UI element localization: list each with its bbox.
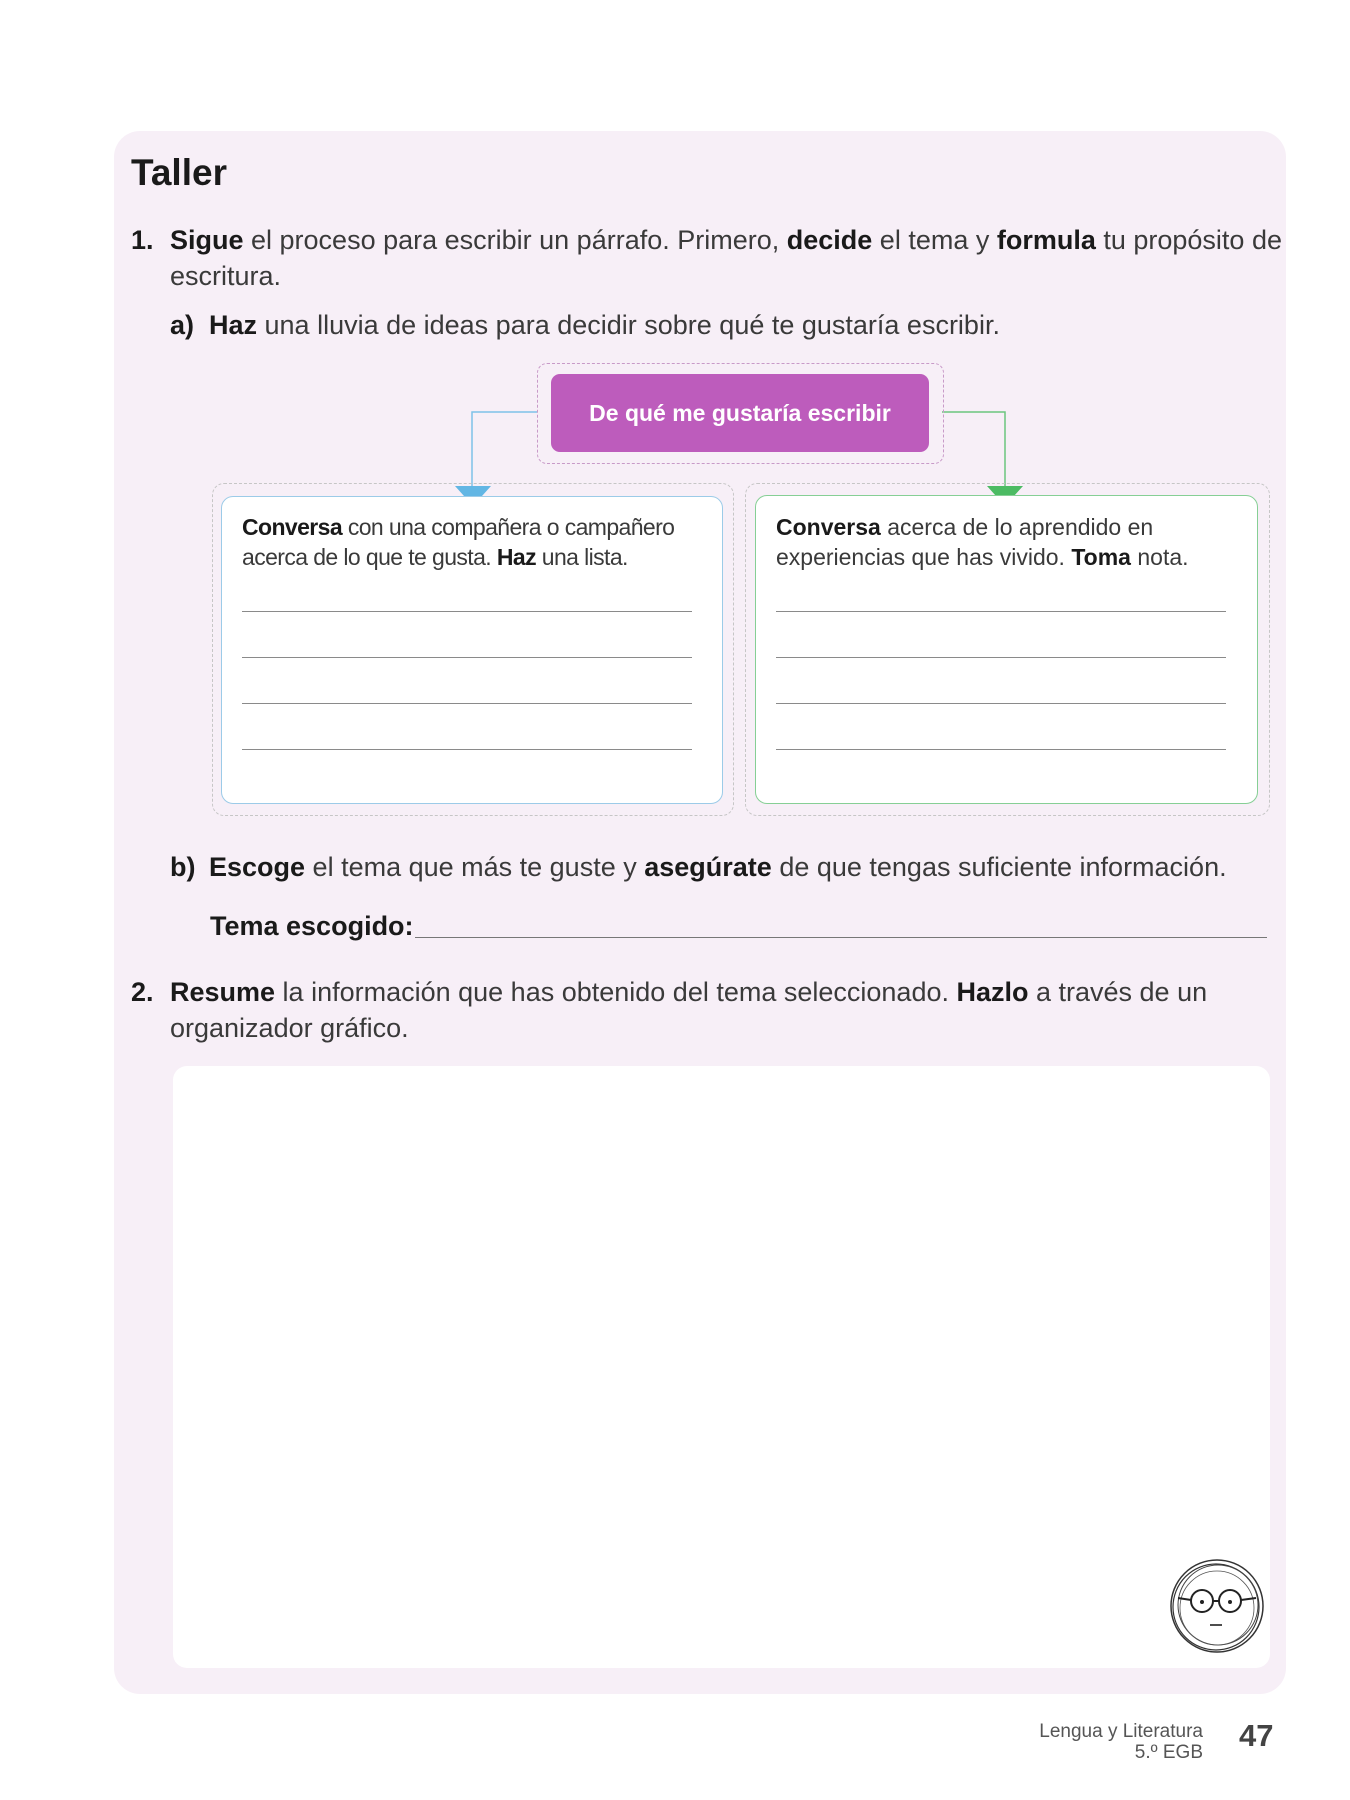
q2-verb-hazlo: Hazlo <box>956 977 1029 1007</box>
right-write-line-3[interactable] <box>776 703 1226 704</box>
right-verb-toma: Toma <box>1071 544 1131 570</box>
right-write-line-2[interactable] <box>776 657 1226 658</box>
graphic-organizer-area[interactable] <box>173 1066 1270 1668</box>
q1-verb-sigue: Sigue <box>170 225 244 255</box>
footer-subject-name: Lengua y Literatura <box>1039 1721 1203 1742</box>
footer-grade: 5.º EGB <box>1134 1742 1203 1763</box>
right-text-part: experiencias que has vivido. <box>776 544 1072 570</box>
q2-text-line2: organizador gráfico. <box>170 1013 409 1043</box>
left-verb-haz: Haz <box>496 544 536 570</box>
q1-text-part: el tema y <box>872 225 997 255</box>
left-verb-conversa: Conversa <box>242 514 343 540</box>
left-write-line-4[interactable] <box>242 749 692 750</box>
workshop-title: Taller <box>131 152 227 193</box>
left-text-part: con una compañera o campañero <box>342 514 675 540</box>
qa-verb-haz: Haz <box>209 310 258 340</box>
face-doodle-icon <box>1164 1553 1270 1659</box>
q2-text-part: la información que has obtenido del tema seleccionado. <box>275 977 957 1007</box>
connector-left <box>472 412 537 490</box>
tema-escogido-label: Tema escogido: <box>210 911 414 941</box>
left-write-line-3[interactable] <box>242 703 692 704</box>
subquestion-b-letter: b) <box>170 852 196 882</box>
subquestion-b-text <box>209 849 1227 885</box>
q1-verb-decide: decide <box>786 225 873 255</box>
right-write-line-1[interactable] <box>776 611 1226 612</box>
right-write-line-4[interactable] <box>776 749 1226 750</box>
qb-text-part: de que tengas suficiente información. <box>771 852 1227 882</box>
left-write-line-1[interactable] <box>242 611 692 612</box>
right-column-text <box>776 512 1189 572</box>
qb-verb-asegurate: asegúrate <box>644 852 772 882</box>
right-text-part: acerca de lo aprendido en <box>880 514 1154 540</box>
diagram-center-box: De qué me gustaría escribir <box>551 374 929 452</box>
q1-text-part: el proceso para escribir un párrafo. Primero, <box>243 225 787 255</box>
right-text-part: nota. <box>1130 544 1189 570</box>
left-column-text <box>242 512 674 572</box>
page-number: 47 <box>1239 1718 1274 1753</box>
qb-text-part: el tema que más te guste y <box>305 852 645 882</box>
left-text-part: una lista. <box>535 544 628 570</box>
qa-text-part: una lluvia de ideas para decidir sobre qué te gustaría escribir. <box>257 310 1000 340</box>
footer-subject <box>1039 1721 1203 1763</box>
connector-right <box>942 412 1005 490</box>
tema-escogido-line[interactable] <box>415 937 1267 938</box>
q1-verb-formula: formula <box>996 225 1096 255</box>
right-verb-conversa: Conversa <box>776 514 881 540</box>
left-write-line-2[interactable] <box>242 657 692 658</box>
question-2-text <box>170 974 1207 1046</box>
subquestion-a-letter: a) <box>170 310 195 340</box>
q2-verb-resume: Resume <box>170 977 276 1007</box>
left-text-part: acerca de lo que te gusta. <box>242 544 497 570</box>
q1-text-part: tu propósito de <box>1095 225 1282 255</box>
question-1-number: 1. <box>131 225 154 255</box>
qb-verb-escoge: Escoge <box>209 852 306 882</box>
question-2-number: 2. <box>131 977 154 1007</box>
q2-text-part: a través de un <box>1028 977 1208 1007</box>
q1-text-line2: escritura. <box>170 261 282 291</box>
